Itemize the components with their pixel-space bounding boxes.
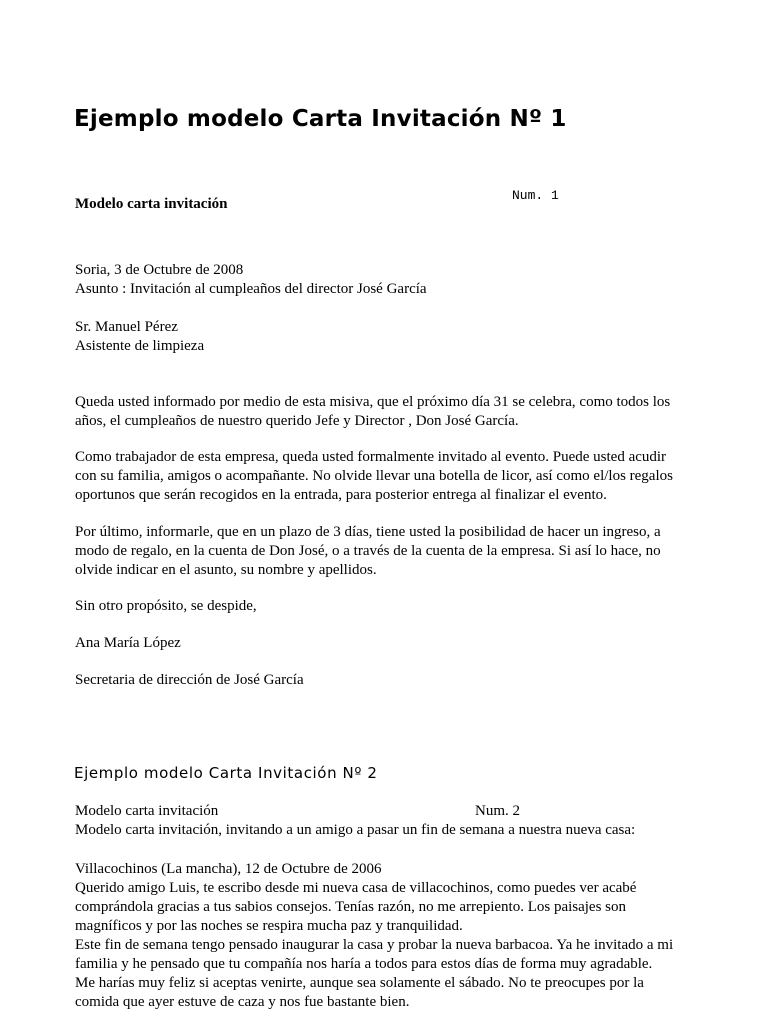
recipient-role: Asistente de limpieza <box>75 338 205 354</box>
letter1-subtitle: Modelo carta invitación <box>75 196 228 212</box>
letter2-body <box>75 860 715 1012</box>
date-line: Soria, 3 de Octubre de 2008 <box>75 262 244 278</box>
body-line: comida que ayer estuve de caza y nos fue bastante bien. <box>75 994 410 1010</box>
letter1-recipient-block <box>75 318 715 356</box>
letter2-heading: Ejemplo modelo Carta Invitación Nº 2 <box>74 764 378 782</box>
body-line: Villacochinos (La mancha), 12 de Octubre de 2006 <box>75 861 382 877</box>
letter1-paragraph-1 <box>75 393 715 431</box>
letter1-number: Num. 1 <box>512 188 559 203</box>
body-line: comprándola gracias a tus sabios consejos. Tenías razón, no me arrepiento. Los paisajes son <box>75 899 627 915</box>
paragraph-line: años, el cumpleaños de nuestro querido Jefe y Director , Don José García. <box>75 413 519 429</box>
letter2-intro: Modelo carta invitación, invitando a un amigo a pasar un fin de semana a nuestra nueva casa: <box>75 822 636 838</box>
letter1-signer-name: Ana María López <box>75 635 181 651</box>
body-line: Querido amigo Luis, te escribo desde mi nueva casa de villacochinos, como puedes ver acabé <box>75 880 637 896</box>
letter1-paragraph-2 <box>75 448 715 505</box>
body-line: magníficos y por las noches se respira mucha paz y tranquilidad. <box>75 918 463 934</box>
letter2-number: Num. 2 <box>475 803 520 819</box>
paragraph-line: Queda usted informado por medio de esta misiva, que el próximo día 31 se celebra, como todos los <box>75 394 671 410</box>
letter2-subtitle: Modelo carta invitación <box>75 803 219 819</box>
letter1-signer-role: Secretaria de dirección de José García <box>75 672 304 688</box>
paragraph-line: con su familia, amigos o acompañante. No olvide llevar una botella de licor, así como el/los regalos <box>75 468 673 484</box>
letter1-header-block <box>75 261 715 299</box>
paragraph-line: Como trabajador de esta empresa, queda usted formalmente invitado al evento. Puede usted acudir <box>75 449 667 465</box>
letter1-closing: Sin otro propósito, se despide, <box>75 598 257 614</box>
paragraph-line: Por último, informarle, que en un plazo de 3 días, tiene usted la posibilidad de hacer un ingreso, a <box>75 524 661 540</box>
letter1-heading: Ejemplo modelo Carta Invitación Nº 1 <box>74 106 567 132</box>
body-line: Este fin de semana tengo pensado inaugurar la casa y probar la nueva barbacoa. Ya he invitado a mi <box>75 937 674 953</box>
paragraph-line: olvide indicar en el asunto, su nombre y apellidos. <box>75 562 377 578</box>
paragraph-line: modo de regalo, en la cuenta de Don José, o a través de la cuenta de la empresa. Si así lo hace, no <box>75 543 661 559</box>
paragraph-line: oportunos que serán recogidos en la entrada, para posterior entrega al finalizar el evento. <box>75 487 607 503</box>
body-line: Me harías muy feliz si aceptas venirte, aunque sea solamente el sábado. No te preocupes por la <box>75 975 644 991</box>
body-line: familia y he pensado que tu compañía nos haría a todos para estos días de forma muy agradable. <box>75 956 653 972</box>
subject-line: Asunto : Invitación al cumpleaños del director José García <box>75 281 427 297</box>
recipient-name: Sr. Manuel Pérez <box>75 319 178 335</box>
letter1-paragraph-3 <box>75 523 715 580</box>
